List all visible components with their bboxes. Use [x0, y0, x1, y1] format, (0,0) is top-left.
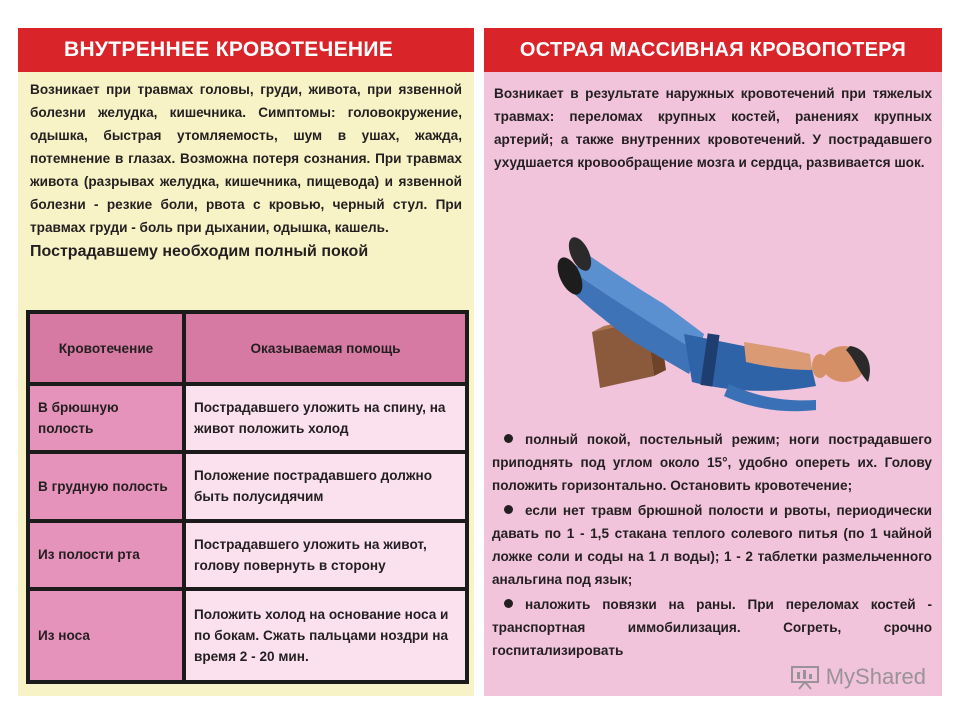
shock-position-illustration — [554, 224, 884, 424]
blood-loss-panel — [484, 28, 942, 696]
measure-text: наложить повязки на раны. При переломах костей - транспортная иммобилизация. Согреть, срочно госпитализировать — [492, 597, 932, 658]
column-header-bleeding: Кровотечение — [28, 312, 184, 384]
aid-cell: Пострадавшего уложить на спину, на живот положить холод — [184, 384, 467, 452]
list-item — [492, 499, 932, 591]
measure-text: если нет травм брюшной полости и рвоты, периодически давать по 1 - 1,5 стакана теплого солевого питья (по 1 чайной ложке соли и соды на 1 л воды); 1 - 2 таблетки размельченного анальгина под язык; — [492, 503, 932, 587]
table-header-row — [28, 312, 467, 384]
bleeding-type-cell: Из носа — [28, 589, 184, 682]
bleeding-type-cell: В грудную полость — [28, 452, 184, 520]
blood-loss-title: ОСТРАЯ МАССИВНАЯ КРОВОПОТЕРЯ — [484, 28, 942, 72]
internal-bleeding-title: ВНУТРЕННЕЕ КРОВОТЕЧЕНИЕ — [18, 28, 474, 72]
column-header-aid: Оказываемая помощь — [184, 312, 467, 384]
watermark-text: MyShared — [825, 664, 926, 689]
aid-cell: Положить холод на основание носа и по бокам. Сжать пальцами ноздри на время 2 - 20 мин. — [184, 589, 467, 682]
first-aid-table — [26, 310, 469, 684]
first-aid-measures-list — [492, 428, 932, 664]
bleeding-type-cell: Из полости рта — [28, 521, 184, 589]
internal-bleeding-intro: Возникает при травмах головы, груди, живота, при язвенной болезни желудка, кишечника. Симптомы: головокружение, одышка, быстрая утомляемость, шум в ушах, жажда, потемнение в глазах. Возможна потеря сознания. При травмах живота (разрывах желудка, кишечника, пищевода) и язвенной болезни - резкие боли, рвота с кровью, черный стул. При травмах груди - боль при дыхании, одышка, кашель. — [30, 82, 462, 235]
table-row — [28, 521, 467, 589]
measure-text: полный покой, постельный режим; ноги пострадавшего приподнять под углом около 15°, удобно опереть их. Голову положить горизонтально. Остановить кровотечение; — [492, 432, 932, 493]
table-row — [28, 589, 467, 682]
myshared-watermark — [790, 664, 926, 690]
presentation-board-icon — [790, 664, 820, 690]
blood-loss-intro: Возникает в результате наружных кровотечений при тяжелых травмах: переломах крупных костей, ранениях крупных артерий; а также внутренних кровотечений. У пострадавшего ухудшается кровообращение мозга и сердца, развивается шок. — [494, 86, 932, 170]
list-item — [492, 593, 932, 662]
rest-required-heading: Пострадавшему необходим полный покой — [30, 243, 369, 260]
list-item — [492, 428, 932, 497]
bullet-dot-icon — [504, 505, 513, 514]
bleeding-type-cell: В брюшную полость — [28, 384, 184, 452]
table-row — [28, 384, 467, 452]
aid-cell: Пострадавшего уложить на живот, голову повернуть в сторону — [184, 521, 467, 589]
bullet-dot-icon — [504, 434, 513, 443]
aid-cell: Положение пострадавшего должно быть полусидячим — [184, 452, 467, 520]
internal-bleeding-panel — [18, 28, 474, 696]
bullet-dot-icon — [504, 599, 513, 608]
table-row — [28, 452, 467, 520]
